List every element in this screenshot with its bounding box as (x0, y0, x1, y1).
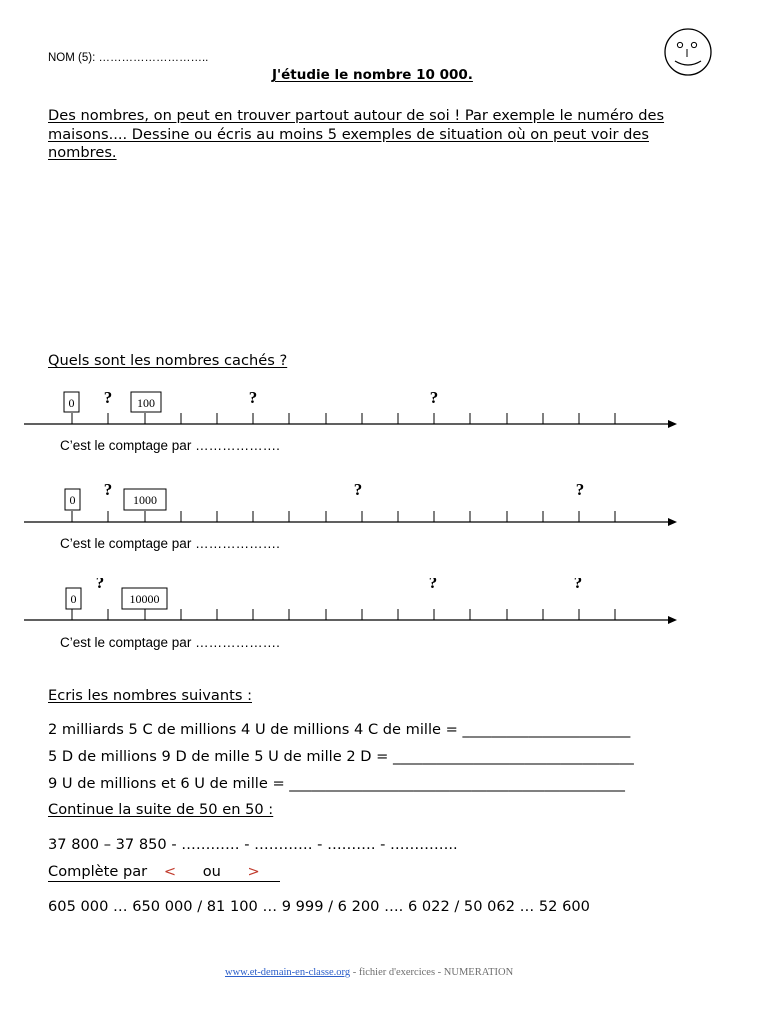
page-title: J'étudie le nombre 10 000. (272, 67, 473, 83)
question-mark: ? (248, 388, 258, 407)
question-mark: ? (573, 578, 583, 592)
intro-line: Des nombres, on peut en trouver partout autour de soi ! Par exemple le numéro des (48, 107, 665, 124)
start-label: 0 (68, 396, 75, 410)
question-mark: ? (353, 482, 363, 499)
write-item-3: 9 U de millions et 6 U de mille = ______________________________________________ (48, 775, 625, 792)
counting-line-2: C’est le comptage par ………………. (60, 536, 280, 551)
question-mark: ? (103, 388, 113, 407)
hidden-numbers-heading: Quels sont les nombres cachés ? (48, 352, 288, 369)
compare-line: 605 000 … 650 000 / 81 100 … 9 999 / 6 200 …. 6 022 / 50 062 … 52 600 (48, 898, 590, 915)
question-mark: ? (575, 482, 585, 499)
sequence-line: 37 800 – 37 850 - ………… - ………… - ………. - ………….. (48, 836, 458, 853)
start-label: 0 (69, 493, 76, 507)
footer (225, 967, 513, 978)
greater-than-symbol: > (247, 863, 260, 880)
intro-line: maisons.... Dessine ou écris au moins 5 exemples de situation où on peut voir des (48, 125, 649, 143)
number-line-3 (0, 578, 768, 628)
question-mark: ? (95, 578, 105, 592)
smiley-icon (662, 28, 714, 78)
less-than-symbol: < (163, 863, 177, 880)
intro-paragraph (48, 107, 728, 163)
intro-line: nombres. (48, 144, 117, 161)
known-label: 100 (137, 396, 155, 410)
known-label: 10000 (129, 592, 160, 606)
compare-heading-label: Complète par (48, 863, 148, 880)
or-word: ou (202, 863, 221, 880)
question-mark: ? (428, 578, 438, 592)
question-mark: ? (429, 388, 439, 407)
write-item-1: 2 milliards 5 C de millions 4 U de millions 4 C de mille = _______________________ (48, 721, 631, 738)
write-item-2: 5 D de millions 9 D de mille 5 U de mille 2 D = _________________________________ (48, 748, 634, 765)
counting-line-1: C’est le comptage par ………………. (60, 438, 280, 453)
question-mark: ? (103, 482, 113, 499)
sequence-heading: Continue la suite de 50 en 50 : (48, 801, 274, 818)
footer-link[interactable]: www.et-demain-en-classe.org (225, 967, 351, 978)
compare-heading (48, 863, 280, 882)
counting-line-3: C’est le comptage par ………………. (60, 635, 280, 650)
number-line-2 (0, 482, 768, 532)
start-label: 0 (70, 592, 77, 606)
write-numbers-heading: Ecris les nombres suivants : (48, 687, 252, 704)
footer-text: - fichier d'exercices - NUMERATION (350, 967, 514, 978)
known-label: 1000 (133, 493, 157, 507)
name-line: NOM (5): ……………………….. (48, 52, 209, 64)
number-line-1 (0, 384, 768, 434)
